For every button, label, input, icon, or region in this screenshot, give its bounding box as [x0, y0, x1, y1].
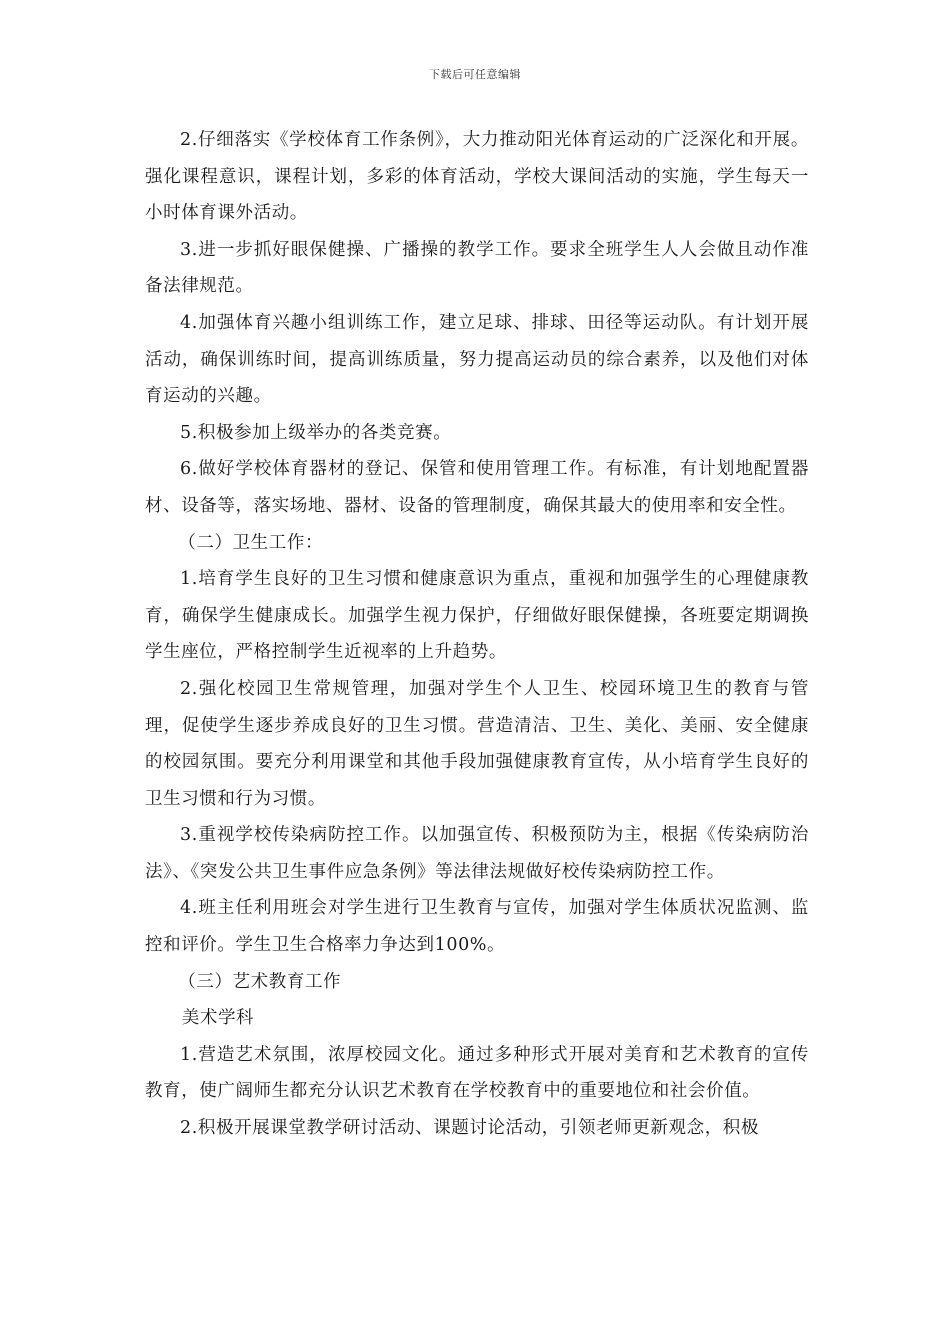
paragraph-hygiene-3: 3.重视学校传染病防控工作。以加强宣传、积极预防为主，根据《传染病防治法》、《突发公共卫生事件应急条例》等法律法规做好校传染病防控工作。: [145, 825, 809, 882]
paragraph-hygiene-1: 1.培育学生良好的卫生习惯和健康意识为重点，重视和加强学生的心理健康教育，确保学生健康成长。加强学生视力保护，仔细做好眼保健操，各班要定期调换学生座位，严格控制学生近视率的上升趋势。: [145, 569, 809, 663]
paragraph-hygiene-2: 2.强化校园卫生常规管理，加强对学生个人卫生、校园环境卫生的教育与管理，促使学生逐步养成良好的卫生习惯。营造清洁、卫生、美化、美丽、安全健康的校园氛围。要充分利用课堂和其他手段加强健康教育宣传，从小培育学生良好的卫生习惯和行为习惯。: [145, 678, 809, 809]
paragraph-sports-4: 4.加强体育兴趣小组训练工作，建立足球、排球、田径等运动队。有计划开展活动，确保训练时间，提高训练质量，努力提高运动员的综合素养，以及他们对体育运动的兴趣。: [145, 312, 809, 407]
section-heading-art: （三）艺术教育工作: [178, 971, 342, 992]
paragraph-art-2: 2.积极开展课堂教学研讨活动、课题讨论活动，引领老师更新观念，积极: [180, 1118, 759, 1139]
paragraph-sports-3: 3.进一步抓好眼保健操、广播操的教学工作。要求全班学生人人会做且动作准备法律规范。: [145, 239, 809, 297]
section-heading-hygiene: （二）卫生工作：: [178, 532, 324, 553]
subsection-heading-fine-arts: 美术学科: [181, 1008, 255, 1029]
paragraph-art-1: 1.营造艺术氛围，浓厚校园文化。通过多种形式开展对美育和艺术教育的宣传教育，使广阔师生都充分认识艺术教育在学校教育中的重要地位和社会价值。: [145, 1044, 809, 1102]
document-body: [145, 122, 809, 1147]
paragraph-sports-5: 5.积极参加上级举办的各类竞赛。: [180, 422, 452, 443]
paragraph-sports-6: 6.做好学校体育器材的登记、保管和使用管理工作。有标准，有计划地配置器材、设备等，落实场地、器材、设备的管理制度，确保其最大的使用率和安全性。: [145, 459, 809, 516]
paragraph-sports-2: 2.仔细落实《学校体育工作条例》，大力推动阳光体育运动的广泛深化和开展。强化课程意识，课程计划，多彩的体育活动，学校大课间活动的实施，学生每天一小时体育课外活动。: [145, 130, 809, 224]
header-note: 下载后可任意编辑: [429, 68, 521, 81]
paragraph-hygiene-4: 4.班主任利用班会对学生进行卫生教育与宣传，加强对学生体质状况监测、监控和评价。学生卫生合格率力争达到100%。: [145, 898, 809, 956]
